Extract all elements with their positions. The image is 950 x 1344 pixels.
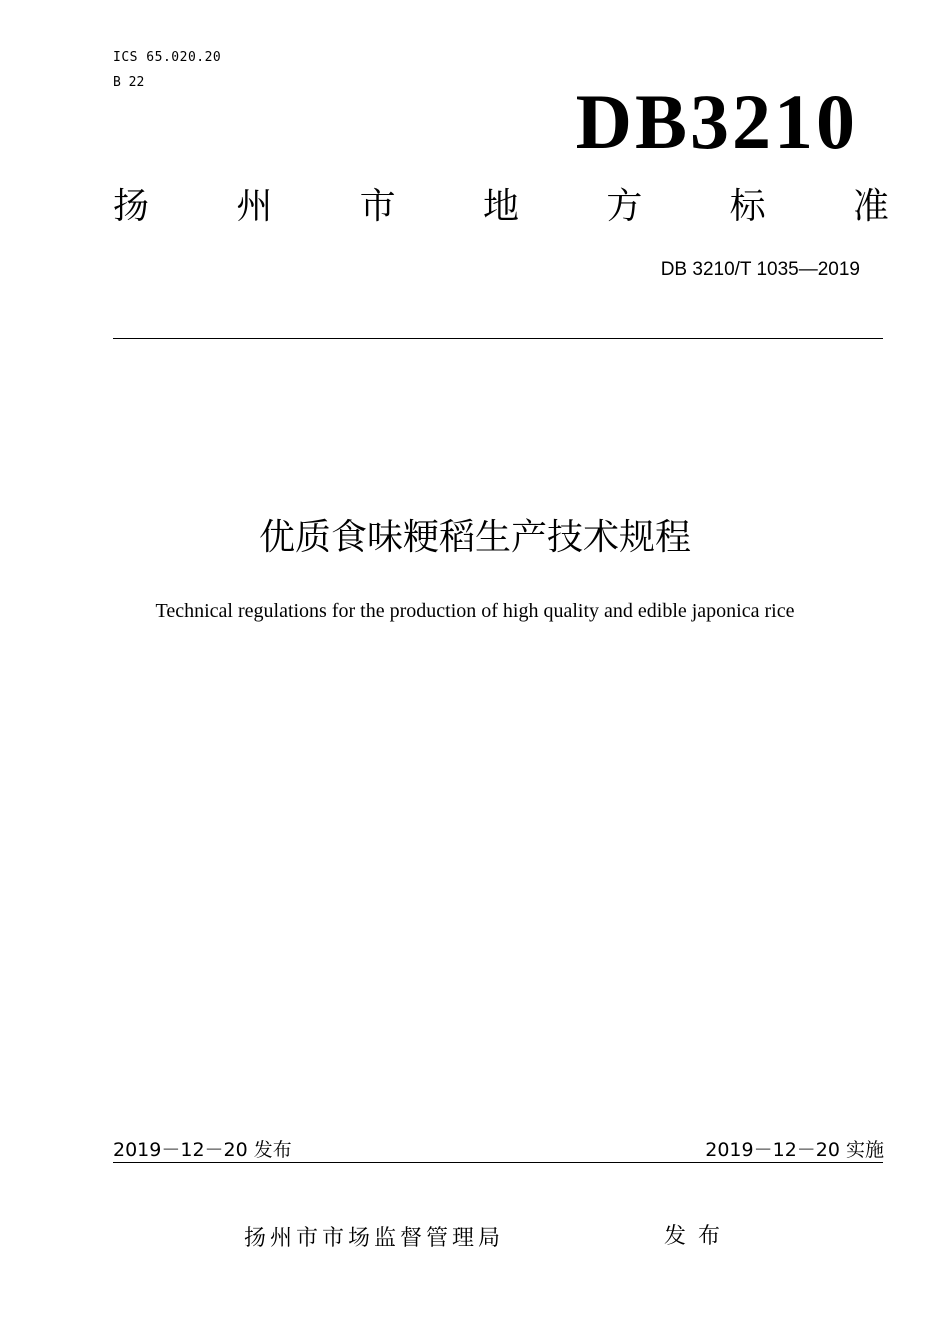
standard-type-heading bbox=[113, 182, 889, 232]
publisher-name: 扬州市市场监督管理局 bbox=[244, 1226, 505, 1251]
implementation-date: 2019－12－20 实施 bbox=[705, 1139, 884, 1161]
ics-code: ICS 65.020.20 bbox=[113, 50, 222, 65]
ccs-code: B 22 bbox=[113, 75, 145, 90]
top-divider bbox=[113, 338, 883, 339]
standard-type-char: 州 bbox=[236, 186, 273, 227]
standard-type-char: 扬 bbox=[113, 186, 150, 227]
document-title-english: Technical regulations for the production of high quality and edible japonica rice bbox=[155, 600, 795, 622]
issue-date: 2019－12－20 发布 bbox=[113, 1139, 292, 1161]
standard-type-char: 市 bbox=[359, 186, 396, 227]
standard-type-char: 方 bbox=[606, 186, 643, 227]
bottom-divider bbox=[113, 1162, 883, 1163]
standard-type-char: 准 bbox=[852, 186, 889, 227]
standard-type-char: 地 bbox=[482, 186, 519, 227]
document-title-chinese: 优质食味粳稻生产技术规程 bbox=[258, 517, 691, 558]
standard-code-title: DB3210 bbox=[575, 78, 858, 165]
standard-type-char: 标 bbox=[729, 186, 766, 227]
publish-label: 发布 bbox=[664, 1224, 733, 1249]
standard-number: DB 3210/T 1035—2019 bbox=[660, 259, 860, 280]
